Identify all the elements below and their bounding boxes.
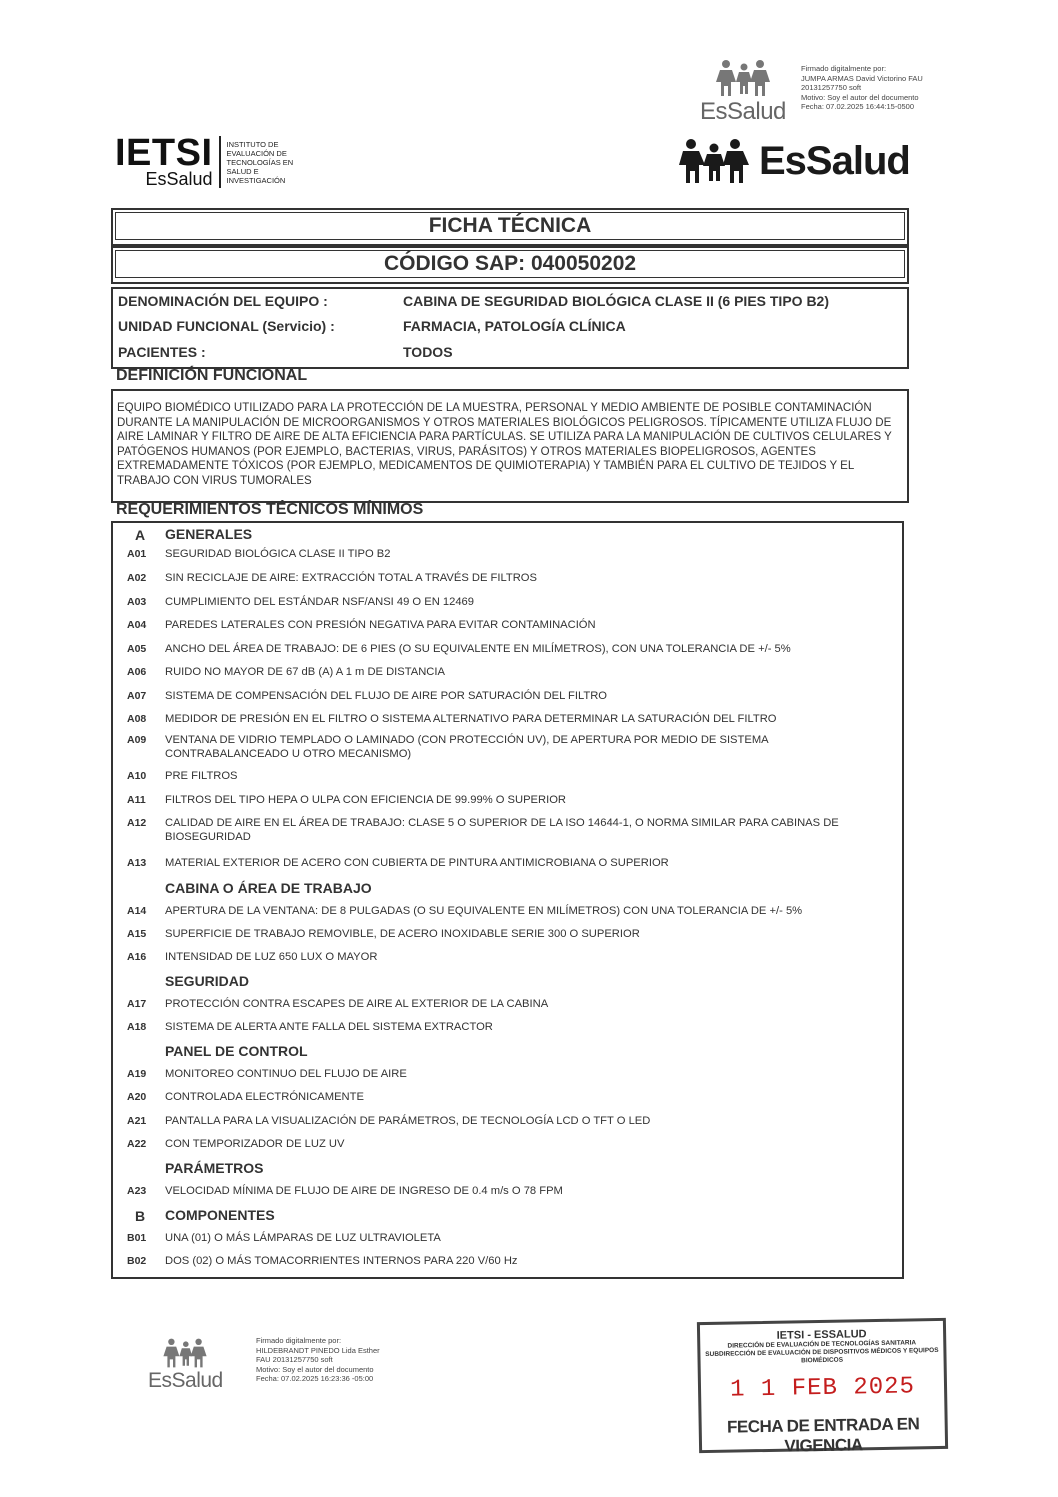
family-icon bbox=[712, 58, 774, 98]
requirement-code: A12 bbox=[127, 817, 147, 829]
requirement-code: A02 bbox=[127, 572, 147, 584]
stamp-date: 1 1 FEB 2025 bbox=[729, 1373, 916, 1404]
requirements-box bbox=[111, 521, 904, 1279]
signature-logo-top bbox=[700, 58, 786, 126]
requirement-code: A23 bbox=[127, 1185, 147, 1197]
signature-logo-bottom bbox=[148, 1337, 223, 1393]
requirement-code: A18 bbox=[127, 1021, 147, 1033]
section-letter-a: A bbox=[135, 527, 146, 543]
requirement-code: A07 bbox=[127, 690, 147, 702]
requirement-text: MEDIDOR DE PRESIÓN EN EL FILTRO O SISTEMA ALTERNATIVO PARA DETERMINAR LA SATURACIÓN DEL FILTRO bbox=[165, 713, 777, 725]
requirement-text: VELOCIDAD MÍNIMA DE FLUJO DE AIRE DE INGRESO DE 0.4 m/s O 78 FPM bbox=[165, 1185, 563, 1197]
requirement-code: A09 bbox=[127, 734, 147, 746]
family-icon bbox=[159, 1337, 211, 1369]
ietsi-logo bbox=[115, 132, 305, 189]
equipment-info bbox=[111, 287, 909, 369]
requirement-text: SUPERFICIE DE TRABAJO REMOVIBLE, DE ACERO INOXIDABLE SERIE 300 O SUPERIOR bbox=[165, 928, 640, 940]
requirement-code: A03 bbox=[127, 596, 147, 608]
definition-heading: DEFINICIÓN FUNCIONAL bbox=[116, 367, 308, 384]
info-value-denominacion: CABINA DE SEGURIDAD BIOLÓGICA CLASE II (6 PIES TIPO B2) bbox=[403, 293, 830, 309]
requirement-code: A17 bbox=[127, 998, 147, 1010]
requirement-text: VENTANA DE VIDRIO TEMPLADO O LAMINADO (CON PROTECCIÓN UV), DE APERTURA POR MEDIO DE SISTEMA CONTRABALANCEADO U OTRO MECANISMO) bbox=[165, 734, 768, 760]
requirement-text: DOS (02) O MÁS TOMACORRIENTES INTERNOS PARA 220 V/60 Hz bbox=[165, 1255, 518, 1267]
requirement-text: CALIDAD DE AIRE EN EL ÁREA DE TRABAJO: CLASE 5 O SUPERIOR DE LA ISO 14644-1, O NORMA SIMILAR PARA CABINAS DE BIOSEGURIDAD bbox=[165, 817, 839, 843]
stamp-direction: DIRECCIÓN DE EVALUACIÓN DE TECNOLOGÍAS SANITARIA bbox=[727, 1339, 917, 1350]
requirement-code: A20 bbox=[127, 1091, 147, 1103]
requirement-code: A19 bbox=[127, 1068, 147, 1080]
requirement-code: A06 bbox=[127, 666, 147, 678]
logo-divider bbox=[219, 136, 221, 188]
ietsi-institute-name: INSTITUTO DE EVALUACIÓN DE TECNOLOGÍAS EN SALUD E INVESTIGACIÓN bbox=[226, 139, 294, 185]
requirement-text: RUIDO NO MAYOR DE 67 dB (A) A 1 m DE DISTANCIA bbox=[165, 666, 445, 678]
requirement-text: PAREDES LATERALES CON PRESIÓN NEGATIVA PARA EVITAR CONTAMINACIÓN bbox=[165, 619, 596, 631]
definition-text: EQUIPO BIOMÉDICO UTILIZADO PARA LA PROTECCIÓN DE LA MUESTRA, PERSONAL Y MEDIO AMBIENTE DE POSIBLE CONTAMINACIÓN DURANTE LA MANIPULACIÓN DE MICROORGANISMOS Y OTROS MATERIALES BIOLÓGICOS PELIGROSOS. TÍPICAMENTE UTILIZA FLUJO DE AIRE LAMINAR Y FILTRO DE AIRE DE ALTA EFICIENCIA PARA PARTÍCULAS. SE UTILIZA PARA LA MANIPULACIÓN DE CULTIVOS CELULARES Y PATÓGENOS HUMANOS (POR EJEMPLO, BACTERIAS, VIRUS, PARÁSITOS) Y OTROS MATERIALES BIOPELIGROSOS, AGENTES EXTREMADAMENTE TÓXICOS (POR EJEMPLO, MEDICAMENTOS DE QUIMIOTERAPIA) Y TAMBIÉN PARA EL CULTIVO DE TEJIDOS Y EL TRABAJO CON VIRUS TUMORALES bbox=[117, 402, 892, 487]
requirement-text: CON TEMPORIZADOR DE LUZ UV bbox=[165, 1138, 345, 1150]
requirement-code: A11 bbox=[127, 794, 146, 806]
requirement-text: PANTALLA PARA LA VISUALIZACIÓN DE PARÁMETROS, DE TECNOLOGÍA LCD O TFT O LED bbox=[165, 1115, 651, 1127]
document-title: FICHA TÉCNICA bbox=[115, 212, 905, 240]
title-box bbox=[111, 208, 909, 246]
essalud-logo bbox=[675, 137, 910, 185]
requirement-text: ANCHO DEL ÁREA DE TRABAJO: DE 6 PIES (O SU EQUIVALENTE EN MILÍMETROS), CON UNA TOLERANCIA DE +/- 5% bbox=[165, 643, 791, 655]
requirement-text: SISTEMA DE ALERTA ANTE FALLA DEL SISTEMA EXTRACTOR bbox=[165, 1021, 493, 1033]
requirement-text: FILTROS DEL TIPO HEPA O ULPA CON EFICIENCIA DE 99.99% O SUPERIOR bbox=[165, 794, 566, 806]
requirement-code: A14 bbox=[127, 905, 147, 917]
requirement-code: A22 bbox=[127, 1138, 147, 1150]
requirement-code: A08 bbox=[127, 713, 147, 725]
validity-stamp bbox=[697, 1318, 948, 1456]
requirement-code: B02 bbox=[127, 1255, 147, 1267]
stamp-footer: FECHA DE ENTRADA EN VIGENCIA bbox=[726, 1414, 920, 1456]
info-value-pacientes: TODOS bbox=[403, 344, 453, 360]
essalud-logo-text: EsSalud bbox=[759, 138, 910, 183]
requirement-text: SISTEMA DE COMPENSACIÓN DEL FLUJO DE AIRE POR SATURACIÓN DEL FILTRO bbox=[165, 690, 607, 702]
requirement-text: INTENSIDAD DE LUZ 650 LUX O MAYOR bbox=[165, 951, 378, 963]
requirement-code: A15 bbox=[127, 928, 147, 940]
sap-code: CÓDIGO SAP: 040050202 bbox=[115, 250, 905, 278]
requirement-text: SIN RECICLAJE DE AIRE: EXTRACCIÓN TOTAL A TRAVÉS DE FILTROS bbox=[165, 572, 537, 584]
requirement-code: A01 bbox=[127, 548, 147, 560]
requirement-text: CONTROLADA ELECTRÓNICAMENTE bbox=[165, 1091, 364, 1103]
requirement-code: A05 bbox=[127, 643, 147, 655]
info-label-unidad: UNIDAD FUNCIONAL (Servicio) : bbox=[118, 318, 335, 334]
section-title-generales: GENERALES bbox=[165, 526, 253, 542]
signature-logo-word: EsSalud bbox=[148, 1369, 223, 1392]
stamp-subdirection: SUBDIRECCIÓN DE EVALUACIÓN DE DISPOSITIVOS MÉDICOS Y EQUIPOS BIOMÉDICOS bbox=[705, 1346, 939, 1365]
info-label-denominacion: DENOMINACIÓN DEL EQUIPO : bbox=[118, 293, 328, 309]
requirement-text: MONITOREO CONTINUO DEL FLUJO DE AIRE bbox=[165, 1068, 407, 1080]
requirement-text: SEGURIDAD BIOLÓGICA CLASE II TIPO B2 bbox=[165, 548, 391, 560]
requirement-code: A10 bbox=[127, 770, 147, 782]
requirement-code: B01 bbox=[127, 1232, 147, 1244]
ietsi-logo-subtext: EsSalud bbox=[145, 169, 213, 189]
requirement-code: A21 bbox=[127, 1115, 147, 1127]
requirement-text: CUMPLIMIENTO DEL ESTÁNDAR NSF/ANSI 49 O EN 12469 bbox=[165, 596, 474, 608]
requirement-code: A16 bbox=[127, 951, 147, 963]
section-title-panel: PANEL DE CONTROL bbox=[165, 1043, 308, 1059]
requirements-heading: REQUERIMIENTOS TÉCNICOS MÍNIMOS bbox=[116, 501, 424, 518]
section-title-parametros: PARÁMETROS bbox=[165, 1160, 264, 1176]
requirement-code: A13 bbox=[127, 857, 147, 869]
requirement-text: APERTURA DE LA VENTANA: DE 8 PULGADAS (O SU EQUIVALENTE EN MILÍMETROS) CON UNA TOLERANCIA DE +/- 5% bbox=[165, 905, 803, 917]
ietsi-logo-text: IETSI bbox=[115, 132, 213, 174]
code-box bbox=[111, 246, 909, 284]
requirement-text: MATERIAL EXTERIOR DE ACERO CON CUBIERTA DE PINTURA ANTIMICROBIANA O SUPERIOR bbox=[165, 857, 669, 869]
definition-box bbox=[111, 389, 909, 503]
digital-signature-top: Firmado digitalmente por: JUMPA ARMAS David Victorino FAU 20131257750 soft Motivo: Soy el autor del documento Fecha: 07.02.2025 16:44:15-0500 bbox=[801, 64, 923, 111]
section-title-componentes: COMPONENTES bbox=[165, 1207, 275, 1223]
info-label-pacientes: PACIENTES : bbox=[118, 344, 206, 360]
requirement-text: PROTECCIÓN CONTRA ESCAPES DE AIRE AL EXTERIOR DE LA CABINA bbox=[165, 998, 549, 1010]
section-letter-b: B bbox=[135, 1208, 146, 1224]
requirement-text: PRE FILTROS bbox=[165, 770, 238, 782]
section-title-seguridad: SEGURIDAD bbox=[165, 973, 250, 989]
stamp-title: IETSI - ESSALUD bbox=[776, 1328, 867, 1342]
info-value-unidad: FARMACIA, PATOLOGÍA CLÍNICA bbox=[403, 318, 626, 334]
signature-logo-word: EsSalud bbox=[700, 98, 786, 125]
digital-signature-bottom: Firmado digitalmente por: HILDEBRANDT PINEDO Lida Esther FAU 20131257750 soft Motivo: Soy el autor del documento Fecha: 07.02.2025 16:23:36 -05:00 bbox=[256, 1336, 380, 1383]
requirement-text: UNA (01) O MÁS LÁMPARAS DE LUZ ULTRAVIOLETA bbox=[165, 1232, 441, 1244]
family-icon bbox=[675, 137, 753, 185]
requirement-code: A04 bbox=[127, 619, 147, 631]
section-title-cabina: CABINA O ÁREA DE TRABAJO bbox=[165, 880, 372, 896]
